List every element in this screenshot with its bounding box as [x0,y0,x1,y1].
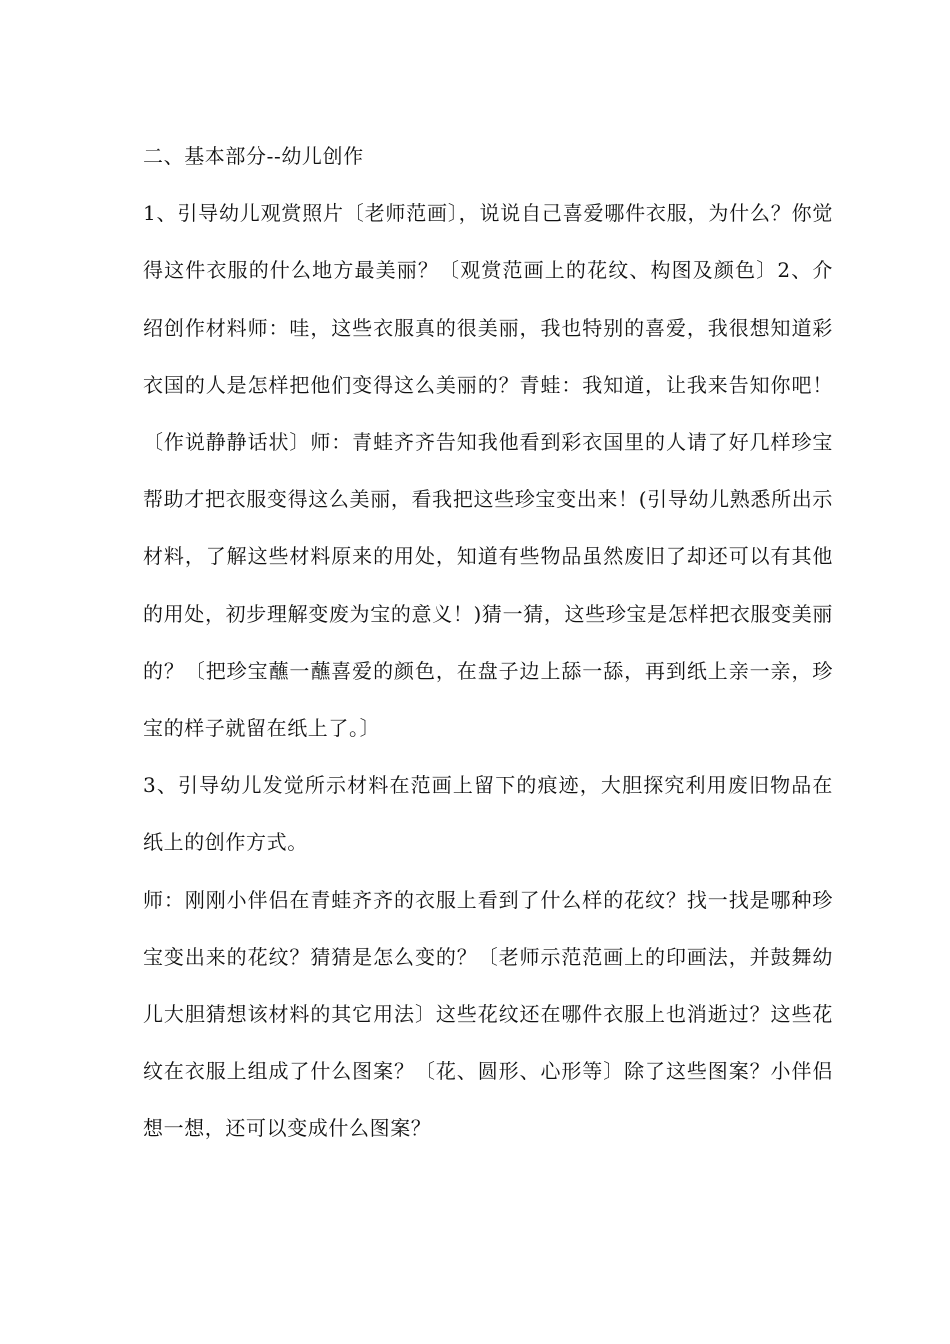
section-heading: 二、基本部分--幼儿创作 [143,144,364,168]
paragraph: 3、引导幼儿发觉所示材料在范画上留下的痕迹，大胆探究利用废旧物品在纸上的创作方式。 [143,773,833,855]
paragraph: 1、引导幼儿观赏照片〔老师范画〕，说说自己喜爱哪件衣服，为什么？你觉得这件衣服的什么地方最美丽？〔观赏范画上的花纹、构图及颜色〕2、介绍创作材料师：哇，这些衣服真的很美丽，我也特别的喜爱，我很想知道彩衣国的人是怎样把他们变得这么美丽的？青蛙：我知道，让我来告知你吧！〔作说静静话状〕师：青蛙齐齐告知我他看到彩衣国里的人请了好几样珍宝帮助才把衣服变得这么美丽，看我把这些珍宝变出来！(引导幼儿熟悉所出示材料，了解这些材料原来的用处，知道有些物品虽然废旧了却还可以有其他的用处，初步理解变废为宝的意义！)猜一猜，这些珍宝是怎样把衣服变美丽的？〔把珍宝蘸一蘸喜爱的颜色，在盘子边上舔一舔，再到纸上亲一亲，珍宝的样子就留在纸上了。〕 [143,201,833,741]
document-body [143,128,833,1158]
paragraph: 师：刚刚小伴侣在青蛙齐齐的衣服上看到了什么样的花纹？找一找是哪种珍宝变出来的花纹？猜猜是怎么变的？〔老师示范范画上的印画法，并鼓舞幼儿大胆猜想该材料的其它用法〕这些花纹还在哪件衣服上也消逝过？这些花纹在衣服上组成了什么图案？〔花、圆形、心形等〕除了这些图案？小伴侣想一想，还可以变成什么图案？ [143,887,833,1141]
